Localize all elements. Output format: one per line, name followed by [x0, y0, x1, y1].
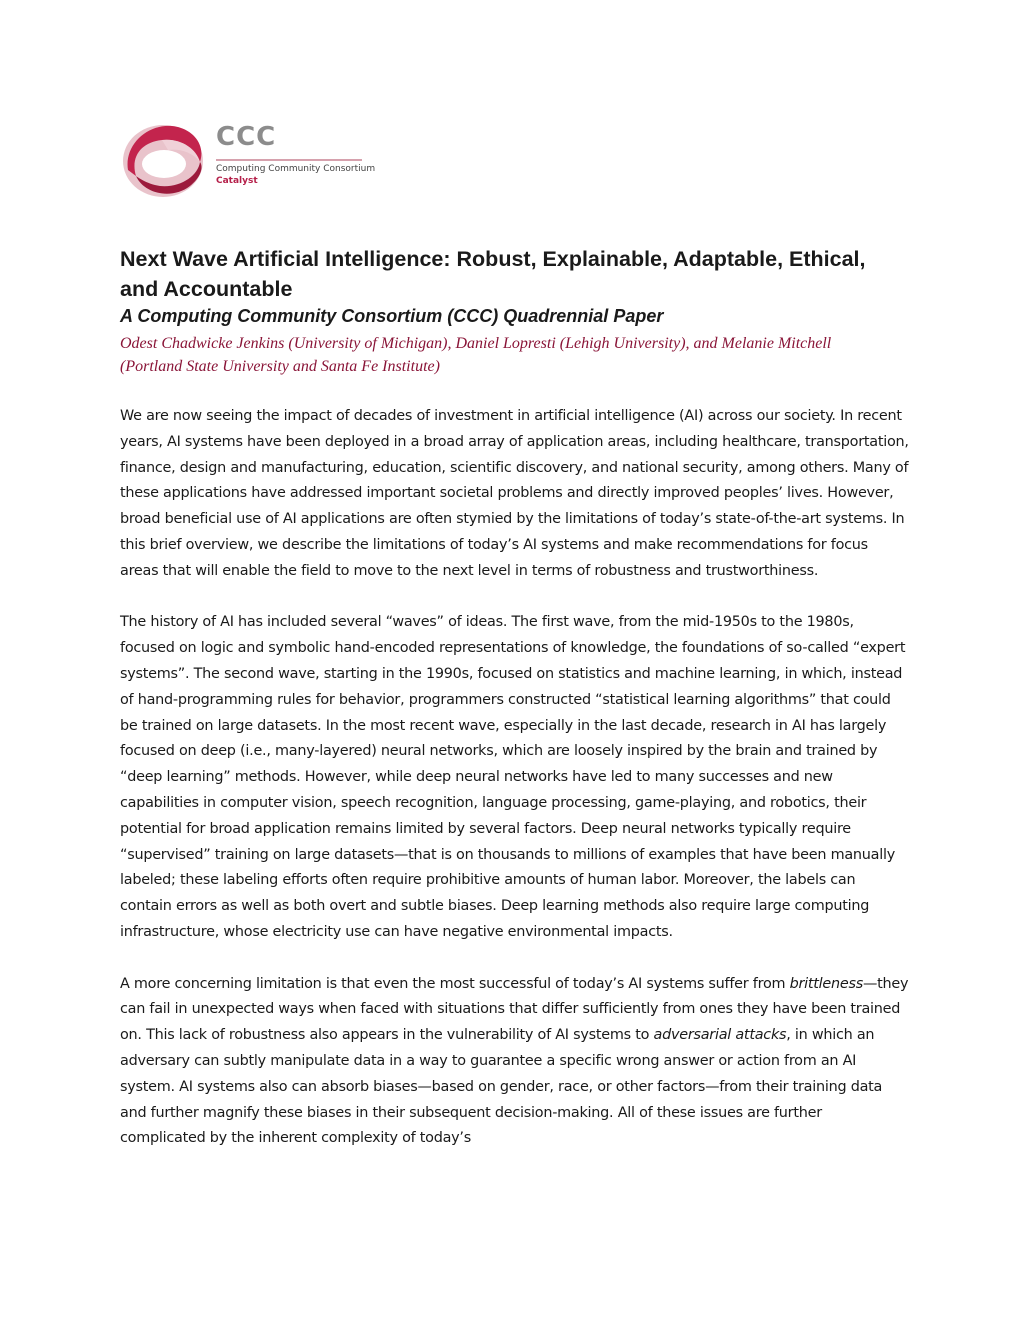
ccc-ring-logo-icon	[120, 118, 206, 204]
emphasis-adversarial-attacks: adversarial attacks	[653, 1027, 787, 1044]
emphasis-brittleness: brittleness	[789, 975, 863, 992]
ccc-logo	[120, 118, 376, 208]
paper-subtitle: A Computing Community Consortium (CCC) Quadrennial Paper	[120, 306, 664, 326]
logo-tagline: Catalyst	[216, 176, 258, 186]
logo-wordmark	[216, 118, 376, 204]
paragraph-1: We are now seeing the impact of decades of investment in artificial intelligence (AI) across our society. In recent years, AI systems have been deployed in a broad array of application areas, including healthcare, transportation, finance, design and manufacturing, education, scientific discovery, and national security, among others. Many of these applications have addressed important societal problems and directly improved peoples’ lives. However, broad beneficial use of AI applications are often stymied by the limitations of today’s state-of-the-art systems. In this brief overview, we describe the limitations of today’s AI systems and make recommendations for focus areas that will enable the field to move to the next level in terms of robustness and trustworthiness.	[120, 408, 909, 579]
paragraph-3-text-1: A more concerning limitation is that even the most successful of today’s AI systems suffer from	[120, 975, 790, 992]
paper-authors: Odest Chadwicke Jenkins (University of Michigan), Daniel Lopresti (Lehigh University), and Melanie Mitchell (Portland State University and Santa Fe Institute)	[120, 335, 832, 375]
paragraph-3-text-3: , in which an adversary can subtly manipulate data in a way to guarantee a specific wrong answer or action from an AI system. AI systems also can absorb biases—based on gender, race, or other factors—from their training data and further magnify these biases in their subsequent decision-making. All of these issues are further complicated by the inherent complexity of today’s	[120, 1027, 883, 1147]
paper-title: Next Wave Artificial Intelligence: Robust, Explainable, Adaptable, Ethical, and Accountable	[120, 247, 866, 301]
paragraph-3-text-2: —they can fail in unexpected ways when faced with situations that differ sufficiently from ones they have been trained on. This lack of robustness also appears in the vulnerability of AI systems to	[120, 975, 909, 1044]
paper-body	[120, 404, 910, 1178]
logo-full-name: Computing Community Consortium	[216, 164, 376, 174]
paragraph-2: The history of AI has included several “waves” of ideas. The first wave, from the mid-1950s to the 1980s, focused on logic and symbolic hand-encoded representations of knowledge, the foundations of so-called “expert systems”. The second wave, starting in the 1990s, focused on statistics and machine learning, in which, instead of hand-programming rules for behavior, programmers constructed “statistical learning algorithms” that could be trained on large datasets. In the most recent wave, especially in the last decade, research in AI has largely focused on deep (i.e., many-layered) neural networks, which are loosely inspired by the brain and trained by “deep learning” methods. However, while deep neural networks have led to many successes and new capabilities in computer vision, speech recognition, language processing, game-playing, and robotics, their potential for broad application remains limited by several factors. Deep neural networks typically require “supervised” training on large datasets—that is on thousands to millions of examples that have been manually labeled; these labeling efforts often require prohibitive amounts of human labor. Moreover, the labels can contain errors as well as both overt and subtle biases. Deep learning methods also require large computing infrastructure, whose electricity use can have negative environmental impacts.	[120, 614, 906, 940]
logo-abbreviation: CCC	[216, 122, 277, 152]
paragraph-3	[120, 972, 910, 1153]
logo-divider	[216, 159, 362, 161]
